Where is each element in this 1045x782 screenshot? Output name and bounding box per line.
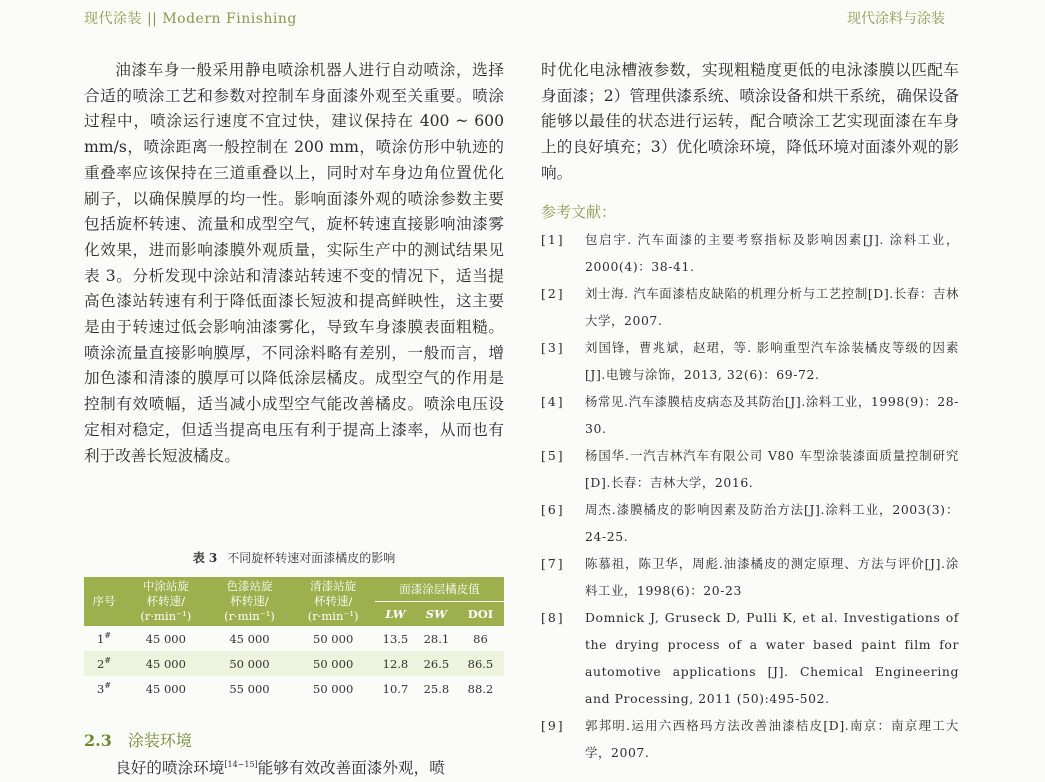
section-first-line: 良好的喷涂环境[14~15]能够有效改善面漆外观，喷 (115, 759, 445, 778)
col-header-seq: 序号 (84, 577, 124, 626)
reference-list (541, 226, 959, 766)
col-header-sw: SW (416, 602, 457, 627)
table-caption-text: 不同旋杯转速对面漆橘皮的影响 (227, 551, 396, 565)
table-row: 2# 45 000 50 000 50 000 12.8 26.5 86.5 (84, 651, 504, 676)
rotary-bell-speed-table (84, 577, 504, 701)
col-header-doi: DOI (457, 602, 504, 627)
reference-item: [9] 郭邦明.运用六西格玛方法改善油漆桔皮[D].南京：南京理工大学，2007. (541, 717, 959, 760)
table-row: 1# 45 000 45 000 50 000 13.5 28.1 86 (84, 626, 504, 651)
running-header-section: 现代涂料与涂装 (847, 11, 945, 27)
section-heading (84, 728, 192, 751)
reference-item: [2] 刘士海. 汽车面漆桔皮缺陷的机理分析与工艺控制[D].长春：吉林大学，2007. (541, 285, 959, 328)
table-caption (84, 549, 504, 566)
reference-item: [5] 杨国华.一汽吉林汽车有限公司 V80 车型涂装漆面质量控制研究[D].长春：吉林大学，2016. (541, 447, 959, 490)
body-paragraph: 油漆车身一般采用静电喷涂机器人进行自动喷涂，选择合适的喷涂工艺和参数对控制车身面漆外观至关重要。喷涂过程中，喷涂运行速度不宜过快，建议保持在 400 ~ 600 mm/s，喷涂距离一般控制在 200 mm，喷涂仿形中轨迹的重叠率应该保持在三道重叠以上，同时对车身边角位置优化刷子，以确保膜厚的均一性。影响面漆外观的喷涂参数主要包括旋杯转速、流量和成型空气，旋杯转速直接影响油漆雾化效果，进而影响漆膜外观质量，实际生产中的测试结果见表 3。分析发现中涂站和清漆站转速不变的情况下，适当提高色漆站转速有利于降低面漆长短波和提高鲜映性，这主要是由于转速过低会影响油漆雾化，导致车身漆膜表面粗糙。喷涂流量直接影响膜厚，不同涂料略有差别，一般而言，增加色漆和清漆的膜厚可以降低涂层橘皮。成型空气的作用是控制有效喷幅，适当减小成型空气能改善橘皮。喷涂电压设定相对稳定，但适当提高电压有利于提高上漆率，从而也有利于改善长短波橘皮。 (84, 61, 504, 465)
section-number: 2.3 (84, 731, 112, 750)
references-title: 参考文献： (541, 202, 617, 221)
right-column (541, 58, 959, 766)
reference-item: [1] 包启宇. 汽车面漆的主要考察指标及影响因素[J]. 涂料工业，2000(4)：38-41. (541, 231, 959, 274)
reference-item: [7] 陈慕祖，陈卫华，周彪.油漆橘皮的测定原理、方法与评价[J].涂料工业，1998(6)：20-23 (541, 555, 959, 598)
col-header-mid-coat: 中涂站旋 杯转速/ (r·min⁻¹) (124, 577, 208, 626)
reference-item: [6] 周杰.漆膜橘皮的影响因素及防治方法[J].涂料工业，2003(3)：24-25. (541, 501, 959, 544)
col-header-color-coat: 色漆站旋 杯转速/ (r·min⁻¹) (208, 577, 292, 626)
running-header-journal: 现代涂装 || Modern Finishing (84, 11, 297, 27)
table-caption-label: 表 3 (192, 551, 218, 565)
section-title: 涂装环境 (127, 731, 192, 750)
table-row: 3# 45 000 55 000 50 000 10.7 25.8 88.2 (84, 676, 504, 701)
body-paragraph-continued: 时优化电泳槽液参数，实现粗糙度更低的电泳漆膜以匹配车身面漆；2）管理供漆系统、喷涂设备和烘干系统，确保设备能够以最佳的状态进行运转，配合喷涂工艺实现面漆在车身上的良好填充；3）优化喷涂环境，降低环境对面漆外观的影响。 (541, 61, 959, 182)
reference-item: [4] 杨常见.汽车漆膜桔皮病态及其防治[J].涂料工业，1998(9)：28-30. (541, 393, 959, 436)
col-header-orange-peel-group: 面漆涂层橘皮值 (375, 577, 504, 602)
reference-item: [3] 刘国锋，曹兆斌，赵珺，等. 影响重型汽车涂装橘皮等级的因素[J].电镀与涂饰，2013, 32(6)：69-72. (541, 339, 959, 382)
col-header-lw: LW (375, 602, 416, 627)
citation: [14~15] (224, 760, 258, 769)
left-column (84, 58, 504, 469)
col-header-clear-coat: 清漆站旋 杯转速/ (r·min⁻¹) (291, 577, 375, 626)
reference-item: [8] Domnick J, Gruseck D, Pulli K, et al. Investigations of the drying process of a water based paint film for automotive applications [J]. Chemical Engineering and Processing, 2011 (50):495-502. (541, 609, 959, 706)
